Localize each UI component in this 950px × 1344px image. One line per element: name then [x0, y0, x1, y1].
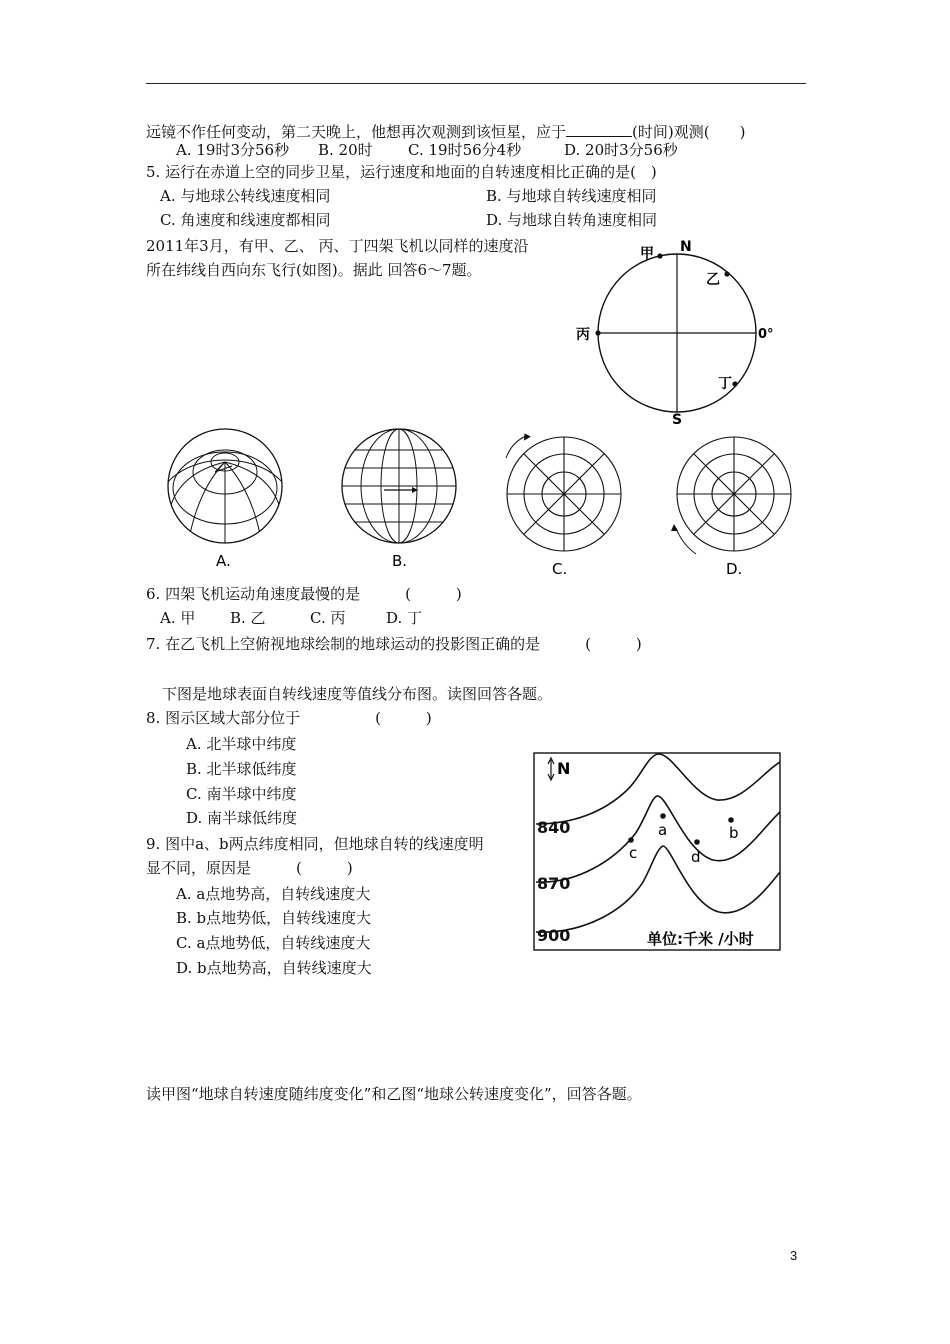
globe-figure [570, 236, 790, 432]
projection-d [666, 428, 806, 580]
intro-8-9: 下图是地球表面自转线速度等值线分布图。读图回答各题。 [162, 685, 553, 703]
q9-option-a: A. a点地势高，自转线速度大 [176, 885, 371, 903]
point-c-dot [628, 837, 634, 843]
q6-option-d: D. 丁 [386, 609, 423, 627]
header-rule [146, 83, 806, 84]
q8-stem: 8. 图示区域大部分位于 ( ) [146, 709, 432, 727]
q5-option-a: A. 与地球公转线速度相同 [160, 187, 331, 205]
projection-a-label: A. [216, 552, 231, 570]
q6-option-b: B. 乙 [230, 609, 266, 627]
projection-b-label: B. [392, 552, 408, 570]
projection-a [160, 428, 290, 578]
q4-option-c: C. 19时56分4秒 [408, 141, 522, 159]
q5-stem: 5. 运行在赤道上空的同步卫星，运行速度和地面的自转速度相比正确的是( ) [146, 163, 657, 181]
q9-option-b: B. b点地势低，自转线速度大 [176, 909, 372, 927]
projection-c-label: C. [552, 560, 568, 578]
q5-option-c: C. 角速度和线速度都相同 [160, 211, 331, 229]
q6-option-a: A. 甲 [160, 609, 196, 627]
point-a-dot [660, 813, 666, 819]
q6-stem: 6. 四架飞机运动角速度最慢的是 ( ) [146, 585, 462, 603]
q9-stem-line1: 9. 图中a、b两点纬度相同，但地球自转的线速度明 [146, 835, 484, 853]
q8-option-b: B. 北半球低纬度 [186, 760, 297, 778]
q4-option-d: D. 20时3分56秒 [564, 141, 678, 159]
zero-degree-label: 0° [758, 327, 774, 342]
q8-option-d: D. 南半球低纬度 [186, 809, 298, 827]
contour-map [533, 752, 781, 952]
q8-option-a: A. 北半球中纬度 [186, 735, 297, 753]
intro-6-7-line2: 所在纬线自西向东飞行(如图)。据此 回答6～7题。 [146, 261, 482, 279]
q5-option-b: B. 与地球自转线速度相同 [486, 187, 657, 205]
plane-bing-dot [595, 330, 600, 335]
south-label: S [672, 412, 683, 428]
north-label: N [557, 759, 571, 778]
isoline-900-label: 900 [537, 926, 571, 945]
closing-line: 读甲图“地球自转速度随纬度变化”和乙图“地球公转速度变化”，回答各题。 [146, 1085, 642, 1103]
plane-jia-dot [657, 253, 662, 258]
q5-option-d: D. 与地球自转角速度相同 [486, 211, 658, 229]
point-b-label: b [729, 824, 739, 842]
plane-yi-dot [724, 271, 729, 276]
q8-option-c: C. 南半球中纬度 [186, 785, 297, 803]
projection-c [496, 428, 636, 580]
q9-option-d: D. b点地势高，自转线速度大 [176, 959, 372, 977]
point-d-dot [694, 839, 700, 845]
q9-stem-line2: 显不同，原因是 ( ) [146, 859, 353, 877]
q9-option-c: C. a点地势低，自转线速度大 [176, 934, 371, 952]
point-d-label: d [691, 848, 701, 866]
point-b-dot [728, 817, 734, 823]
unit-label: 单位:千米 /小时 [647, 930, 754, 948]
point-a-label: a [658, 821, 668, 839]
plane-jia-label: 甲 [640, 246, 654, 262]
intro-6-7-line1: 2011年3月，有甲、乙、 丙、丁四架飞机以同样的速度沿 [146, 237, 529, 255]
q4-option-b: B. 20时 [318, 141, 373, 159]
q4-option-a: A. 19时3分56秒 [176, 141, 290, 159]
q6-option-c: C. 丙 [310, 609, 346, 627]
plane-bing-label: 丙 [576, 327, 590, 343]
projection-d-label: D. [726, 560, 743, 578]
rotation-arrow-head [671, 524, 678, 531]
plane-yi-label: 乙 [706, 272, 720, 288]
page-number: 3 [790, 1248, 798, 1263]
q7-stem: 7. 在乙飞机上空俯视地球绘制的地球运动的投影图正确的是 ( ) [146, 635, 642, 653]
q4-stem: 远镜不作任何变动，第二天晚上，他想再次观测到该恒星，应于 (时间)观测( ) [146, 123, 746, 141]
rotation-arrow-head [521, 431, 531, 440]
north-label: N [680, 239, 692, 255]
plane-ding-label: 丁 [718, 376, 732, 392]
isoline-840-label: 840 [537, 818, 571, 837]
answer-blank [566, 122, 632, 137]
isoline-870-label: 870 [537, 874, 571, 893]
point-c-label: c [629, 844, 638, 862]
plane-ding-dot [732, 381, 737, 386]
projection-b [334, 428, 464, 578]
